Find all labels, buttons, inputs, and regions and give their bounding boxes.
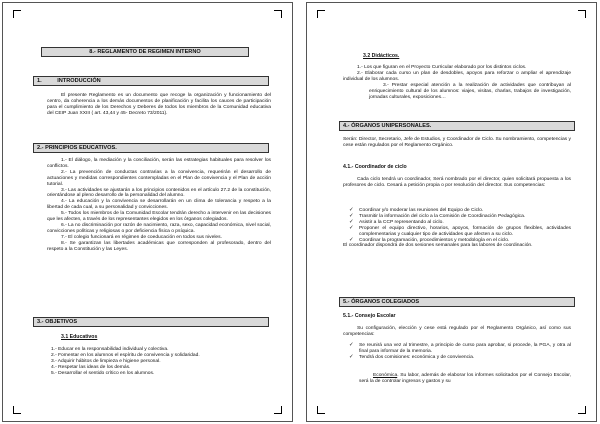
educativo-item: 4.- Respetar las ideas de los demás. — [51, 364, 131, 370]
consejo-item: ✓ Se reunirá una vez al trimestre, a principio de curso para aprobar, si procede, la PGA, y otra al final para informar de la memoria. — [349, 342, 571, 354]
check-icon: ✓ — [349, 212, 354, 219]
competencia-item: ✓ Coordinar y/o moderar las reuniones del Equipo de Ciclo. — [349, 207, 484, 213]
crop-mark — [13, 10, 21, 18]
didacticos-heading: 3.2 Didácticos. — [363, 53, 400, 59]
check-icon: ✓ — [349, 218, 354, 225]
didacticos-list — [343, 65, 571, 100]
left-page — [2, 2, 293, 422]
check-icon: ✓ — [349, 207, 354, 213]
check-icon: ✓ — [349, 353, 354, 360]
economica-paragraph — [359, 373, 571, 385]
colegiados-heading: 5.- ÓRGANOS COLEGIADOS — [339, 297, 575, 307]
check-icon: ✓ — [349, 224, 354, 231]
coordinador-closing: El coordinador dispondrá de dos sesiones semanales para las labores de coordinación. — [343, 243, 533, 249]
competencia-item: ✓ Proponer el equipo directivo, horarios, apoyos, formación de grupos flexibles, actividades complementarias y cualquier tipo de actividades que afecten a su ciclo. — [349, 224, 571, 237]
principio-item: 3.- Las actividades se ajustarán a los principios contenidos en el artículo 27.2 de la constitución, orientándose al pleno desarrollo de la personalidad del alumno. — [47, 187, 271, 199]
economica-text: . Su labor, además de elaborar los informes solicitados por el Consejo Escolar, será la de controlar ingresos y gastos y su — [359, 373, 571, 384]
consejo-heading: 5.1.- Consejo Escolar — [343, 313, 396, 319]
principios-heading: 2.- PRINCIPIOS EDUCATIVOS. — [33, 143, 269, 153]
competencia-item: ✓ Coordinar la programación, procedimientos y metodología en el ciclo. — [349, 236, 510, 243]
right-page — [306, 2, 597, 422]
intro-text: El presente Reglamento es un documento que recoge la organización y funcionamiento del centro, da coherencia a los demás documentos de planificación y facilita los cauces de participación para el cumplimiento de los Derechos y Deberes de todos los miembros de la Comunidad educativa del CEIP Juan XXIII ( art. 43,44 y 45- Decreto 73/2011). — [47, 93, 271, 116]
principio-item: 4.- La educación y la convivencia se desarrollarán en un clima de tolerancia y respeto a la libertad de cada cual, a su personalidad y convicciones. — [47, 199, 271, 211]
principio-item: 8.- Se garantizan las libertades académicas que corresponden al profesorado, dentro del respeto a la Constitución y las Leyes. — [47, 240, 271, 252]
crop-mark — [317, 10, 325, 18]
economica-label: Económica — [373, 373, 398, 378]
educativo-item: 5.- Desarrollar el sentido crítico en los alumnos. — [51, 370, 155, 376]
consejo-item: ✓ Tendrá dos comisiones: económica y de convivencia. — [349, 353, 475, 360]
crop-mark — [578, 10, 586, 18]
crop-mark — [274, 406, 282, 414]
document-title: 8.- REGLAMENTO DE REGIMEN INTERNO — [41, 47, 249, 57]
crop-mark — [578, 406, 586, 414]
didactico-item: 3.- Prestar especial atención a la realización de actividades que contribuyan al enriquecimiento cultural de los alumnos: viajes, visitas, charlas, trabajos de investigación, jornadas culturales, exposiciones… — [369, 82, 571, 100]
consejo-text: Su configuración, elección y cese está regulado por el Reglamento Orgánico, así como sus competencias: — [343, 326, 571, 337]
educativos-heading: 3.1 Educativos — [61, 334, 98, 340]
competencias-list — [343, 208, 571, 249]
educativos-list — [51, 347, 271, 377]
crop-mark — [13, 406, 21, 414]
principio-item: 2.- La prevención de conductas contrarias a la convivencia, requerirán el desarrollo de actuaciones y medidas correspondientes contempladas en el Plan de convivencia y el Plan de acción tutorial. — [47, 169, 271, 187]
didactico-item: 2.- Elaborar cada curso un plan de desdobles, apoyos para reforzar o ampliar el aprendizaje individual de los alumnos. — [343, 70, 571, 82]
consejo-list — [343, 343, 571, 361]
principio-item: 7.- El colegio funcionará en régimen de coeducación en todos sus niveles. — [61, 234, 222, 240]
competencia-item: ✓ Trasmitir la información del ciclo a la Comisión de Coordinación Pedagógica. — [349, 212, 526, 219]
crop-mark — [317, 406, 325, 414]
coordinador-heading: 4.1.- Coordinador de ciclo — [343, 164, 407, 170]
educativo-item: 3.- Adquirir hábitos de limpieza e higiene personal. — [51, 358, 161, 364]
competencia-item: ✓ Asistir a la CCP representando al ciclo. — [349, 218, 444, 225]
principio-item: 5.- Todos los miembros de la Comunidad Escolar tendrán derecho a intervenir en las decisiones que les afecten, a través de los representantes elegidos en los órganos colegiados. — [47, 211, 271, 223]
check-icon: ✓ — [349, 342, 354, 348]
principio-item: 1.- El diálogo, la mediación y la conciliación, serán las estrategias habituales para resolver los conflictos. — [47, 158, 271, 169]
didactico-item: 1.- Los que figuran en el Proyecto Curricular elaborado por los distintos ciclos. — [357, 65, 527, 70]
crop-mark — [274, 10, 282, 18]
coordinador-text: Cada ciclo tendrá un coordinador, Será nombrado por el director, quien solicitará propuesta a los profesores de ciclo. Cesará a petición propia o por resolución del director. Sus competencias: — [343, 177, 571, 188]
unipersonales-text: Serán: Director, Secretario, Jefe de Estudios, y Coordinador de Ciclo. Su nombramiento, competencias y cese están regulados por el Reglamento Orgánico. — [343, 137, 571, 148]
educativo-item: 1.- Educar en la responsabilidad individual y colectiva. — [51, 347, 169, 352]
educativo-item: 2.- Fomentar en los alumnos el espíritu de convivencia y solidaridad. — [51, 352, 200, 358]
unipersonales-heading: 4.- ÓRGANOS UNIPERSONALES. — [339, 121, 575, 131]
intro-heading: 1. INTRODUCCIÓN — [33, 76, 269, 86]
principio-item: 6.- La no discriminación por razón de nacimiento, raza, sexo, capacidad económica, nivel social, convicciones políticas y religiosas o por deficiencia física o psíquica. — [47, 222, 271, 234]
objetivos-heading: 3.- OBJETIVOS — [33, 317, 269, 327]
principios-list — [47, 158, 271, 253]
check-icon: ✓ — [349, 236, 354, 243]
